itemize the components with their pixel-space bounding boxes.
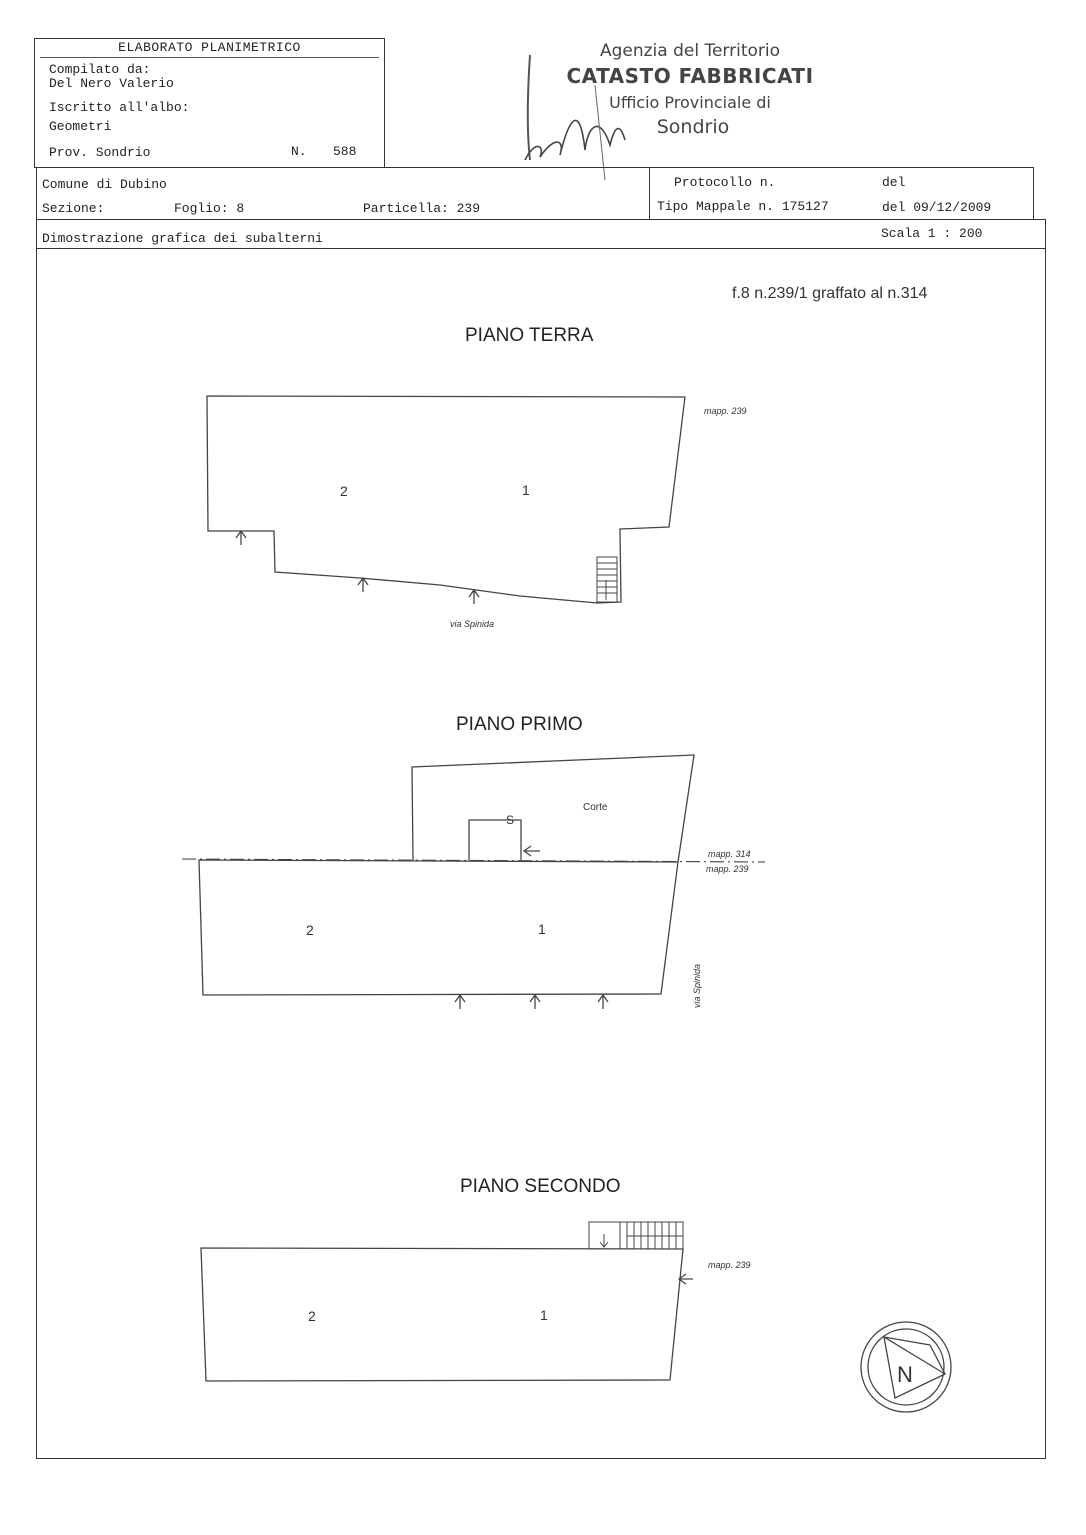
document-title: ELABORATO PLANIMETRICO [118, 40, 301, 55]
primo-mapp-239: mapp. 239 [706, 864, 749, 874]
registered-label: Iscritto all'albo: [49, 100, 190, 115]
ufficio-city: Sondrio [656, 116, 730, 138]
agency-name: Agenzia del Territorio [599, 41, 781, 61]
entrance-arrow-icon [236, 531, 479, 604]
registered-value: Geometri [49, 119, 112, 134]
primo-sub2: 2 [306, 922, 314, 938]
protocollo-label: Protocollo n. [674, 175, 776, 190]
floor-title-primo: PIANO PRIMO [456, 714, 583, 735]
floor-title-secondo: PIANO SECONDO [460, 1176, 621, 1197]
secondo-sub2: 2 [308, 1308, 316, 1324]
compass-label: N [897, 1362, 913, 1387]
foglio: Foglio: 8 [174, 201, 245, 216]
number-value: 588 [333, 144, 357, 159]
terra-mapp: mapp. 239 [704, 406, 747, 416]
sezione: Sezione: [42, 201, 105, 216]
entrance-arrow-icon [455, 846, 608, 1009]
primo-s-label: S [506, 813, 515, 827]
stair-icon [589, 1222, 683, 1249]
secondo-outline [201, 1248, 683, 1381]
stair-icon [597, 557, 617, 602]
secondo-sub1: 1 [540, 1307, 548, 1323]
del-label: del [882, 175, 906, 190]
graffato-note: f.8 n.239/1 graffato al n.314 [732, 285, 928, 302]
compiled-by: Del Nero Valerio [49, 76, 174, 91]
catasto-title: CATASTO FABBRICATI [566, 64, 814, 88]
primo-street: via Spinida [692, 963, 702, 1008]
primo-outline [199, 860, 678, 995]
comune: Comune di Dubino [42, 177, 167, 192]
dimostrazione-label: Dimostrazione grafica dei subalterni [42, 231, 323, 246]
scala: Scala 1 : 200 [881, 226, 983, 241]
number-label: N. [291, 144, 307, 159]
terra-sub1: 1 [522, 482, 530, 498]
entrance-arrow-icon [679, 1274, 693, 1284]
corte-outline [412, 755, 694, 862]
primo-sub1: 1 [538, 921, 546, 937]
ufficio-label: Ufficio Provinciale di [609, 93, 771, 112]
plan-terra [207, 396, 685, 604]
tipo-mappale: Tipo Mappale n. 175127 [657, 199, 829, 214]
primo-corte: Corte [583, 802, 608, 813]
secondo-mapp: mapp. 239 [708, 1260, 751, 1270]
primo-mapp-314: mapp. 314 [708, 849, 751, 859]
particella: Particella: 239 [363, 201, 481, 216]
date: del 09/12/2009 [882, 200, 992, 215]
terra-street: via Spinida [450, 619, 495, 629]
compiled-label: Compilato da: [49, 62, 151, 77]
terra-outline [207, 396, 685, 603]
terra-sub2: 2 [340, 483, 348, 499]
plan-primo [182, 755, 765, 1009]
province: Prov. Sondrio [49, 145, 151, 160]
plan-secondo [201, 1222, 693, 1381]
floor-title-terra: PIANO TERRA [465, 325, 594, 346]
